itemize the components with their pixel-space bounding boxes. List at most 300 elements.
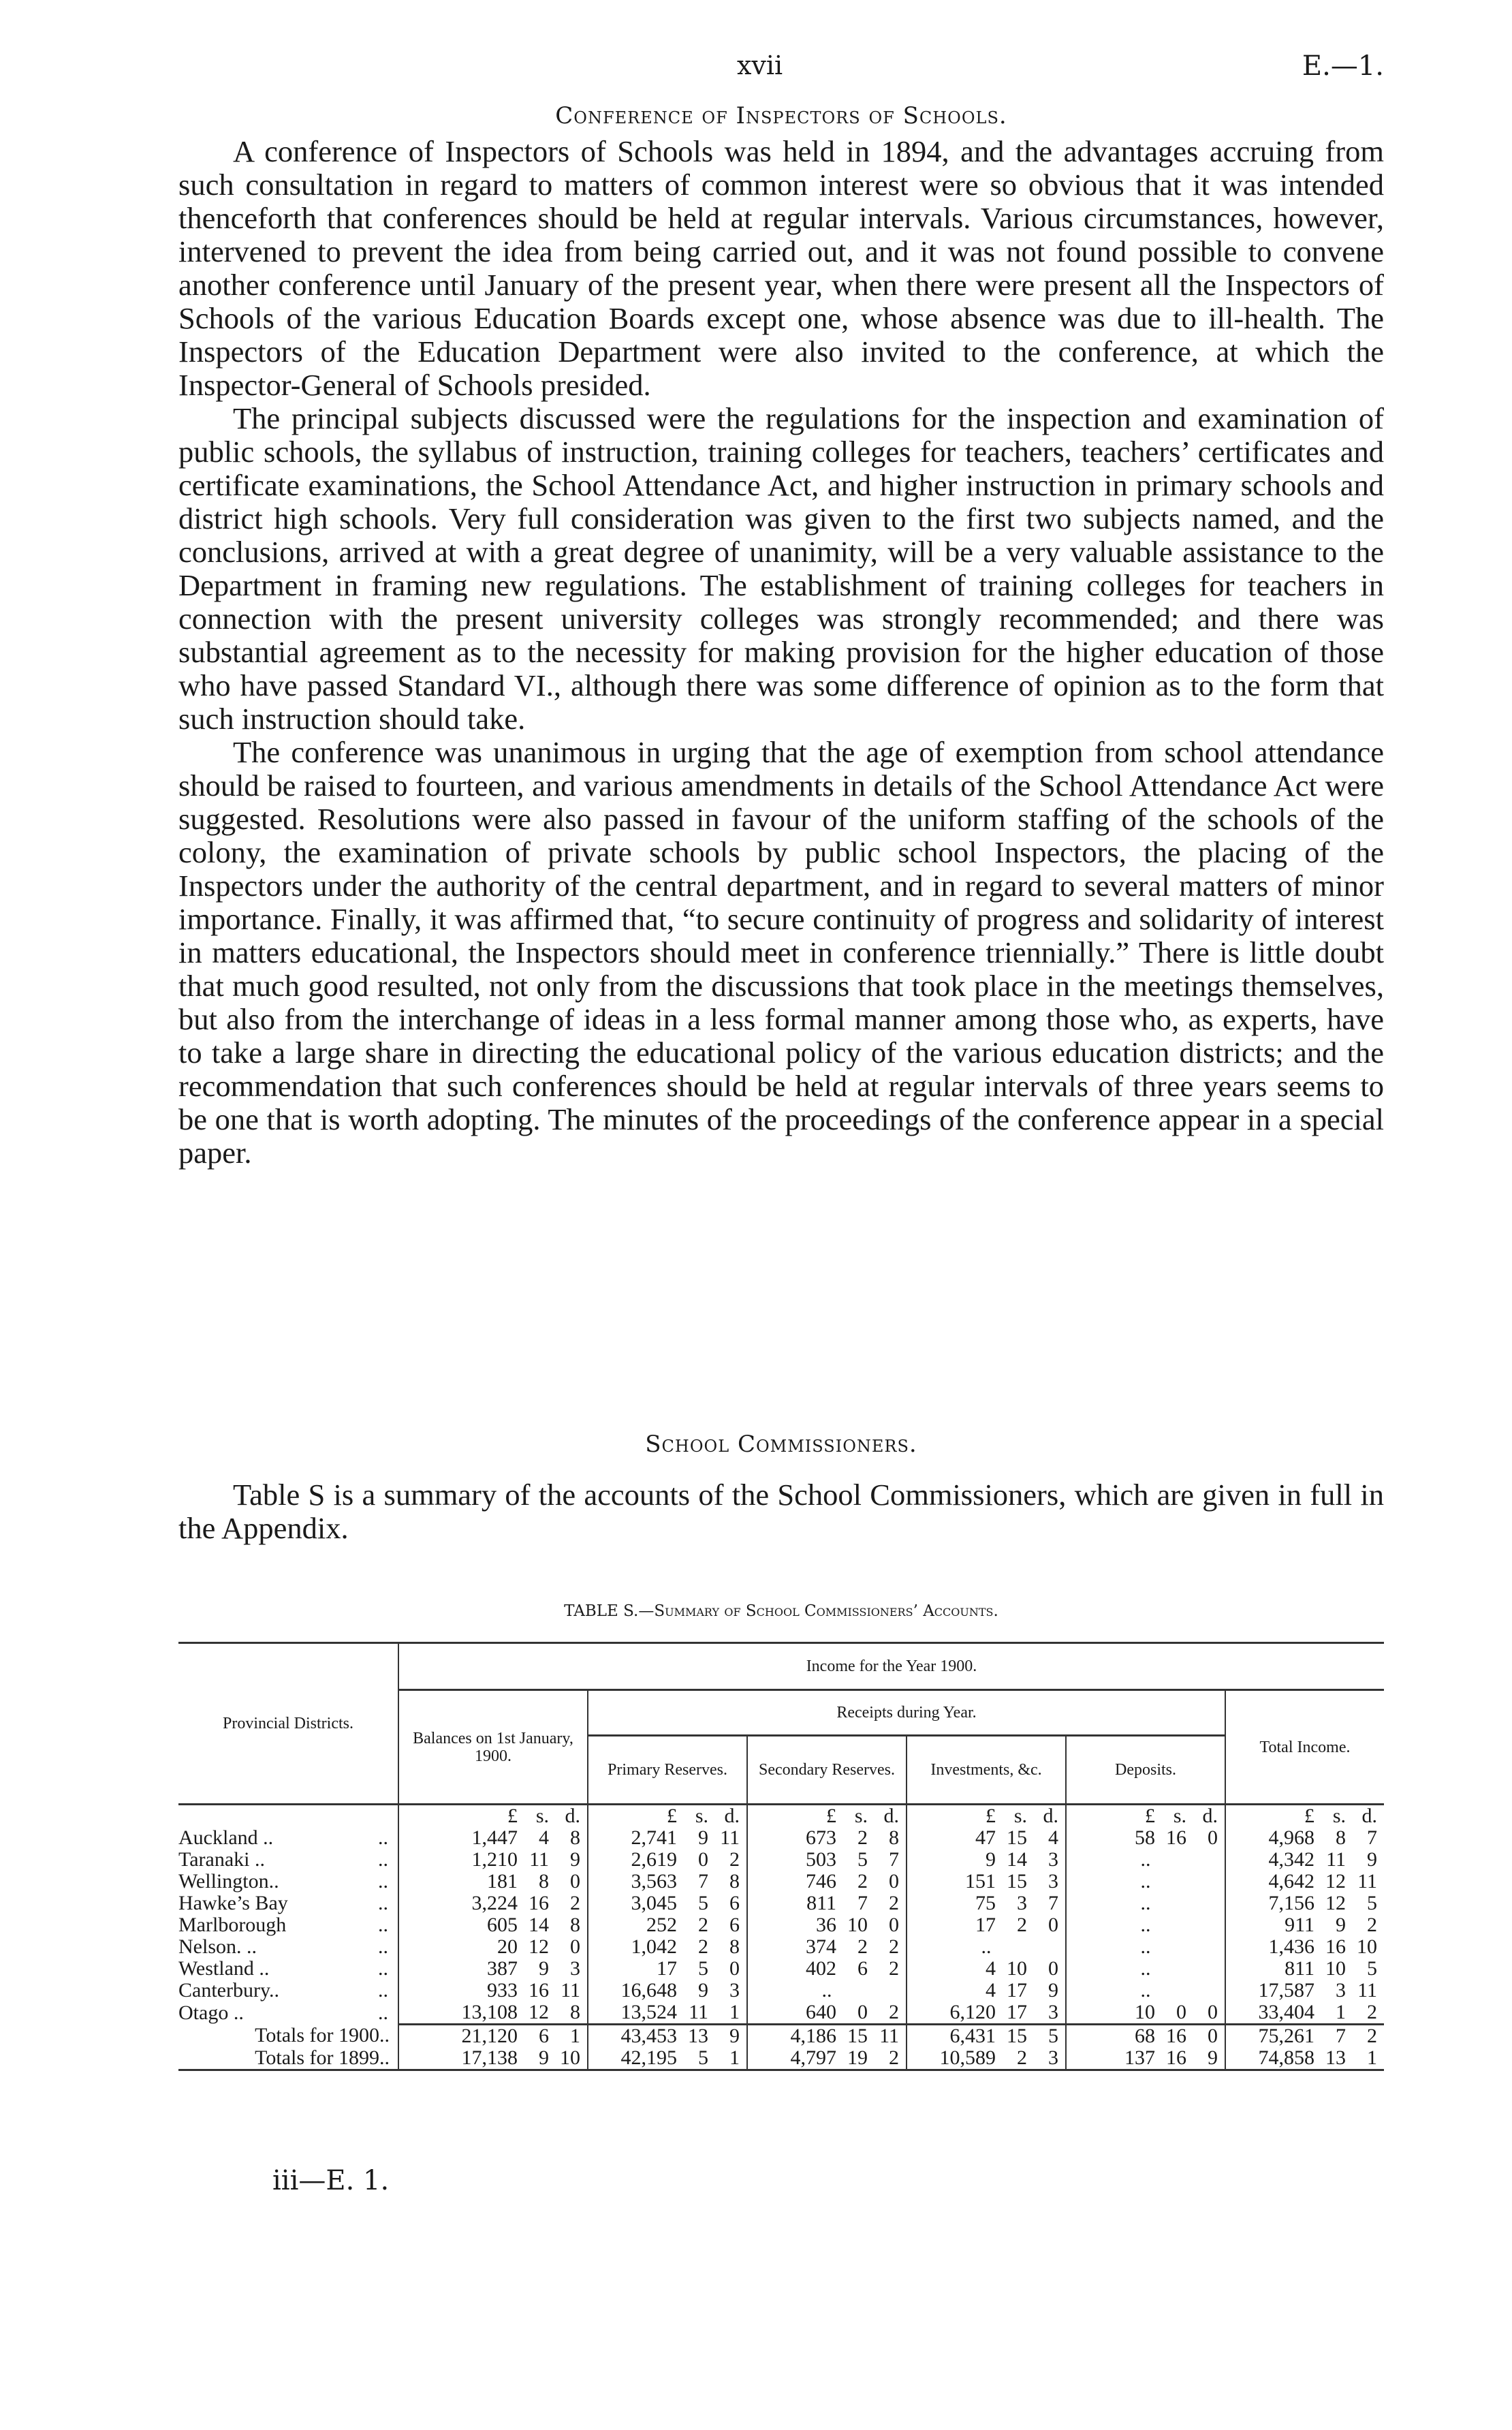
amount-pounds: 16,648 [620,1979,677,2001]
cell-primary [588,1914,747,1936]
cell-secondary [747,1827,907,1849]
amount-pence: 0 [889,1914,899,1936]
amount-pounds: 4,342 [1268,1848,1314,1871]
amount-pounds: 17,587 [1258,1979,1314,2001]
leader-dots: .. [378,1848,388,1871]
amount-pounds: 387 [487,1957,518,1980]
amount-shillings: s. [535,1805,549,1827]
cell-investments [907,1871,1066,1892]
cell-balances [398,1958,588,1980]
amount-pounds: 2,619 [631,1848,677,1871]
cell-deposits [1066,1805,1225,1828]
amount-pence: 0 [1048,1957,1058,1980]
header-investments: Investments, &c. [907,1736,1066,1805]
amount-pence: 0 [889,1870,899,1892]
amount-shillings: 2 [1017,1914,1027,1936]
amount-pounds: 4 [986,1979,996,2001]
cell-investments [907,2001,1066,2025]
paragraph: The principal subjects discussed were the regulations for the inspection and examination of public schools, the syllabus of instruction, training colleges for teachers, teachers’ certificates and certificate examinations, the School Attendance Act, and higher instruction in primary schools and district high schools. Very full consideration was given to the first two subjects named, and the conclusions, arrived at with a great degree of unanimity, will be a very valuable assistance to the Department in framing new regulations. The establishment of training colleges for teachers in connection with the present university colleges was strongly recommended; and there was substantial agreement as to the necessity for making provision for the higher education of those who have passed Standard VI., although there was some difference of opinion as to the form that such instruction should take. [178,401,1384,736]
table-title-text: Summary of School Commissioners’ Accounts. [654,1602,998,1620]
amount-shillings: 6 [857,1957,868,1980]
cell-primary [588,1980,747,2001]
header-total: Total Income. [1225,1690,1384,1805]
amount-pence: 1 [570,2025,580,2047]
amount-pence: 3 [570,1957,580,1980]
amount-pounds: 3,224 [471,1892,518,1914]
cell-balances [398,2047,588,2070]
amount-pounds: 137 [1124,2046,1155,2069]
cell-primary [588,1892,747,1914]
district-name: Nelson. .. [178,1935,257,1958]
cell-secondary [747,1805,907,1828]
amount-pence: d. [565,1805,580,1827]
amount-pence: 0 [1208,2001,1218,2023]
totals-row [178,2025,1384,2048]
amount-shillings: 5 [698,1957,708,1980]
amount-shillings: 11 [1326,1848,1346,1871]
amount-pounds: 43,453 [620,2025,677,2047]
nil-marker: .. [1140,1848,1151,1871]
amount-shillings: 9 [539,1957,549,1980]
amount-pence: 4 [1048,1826,1058,1849]
units-row [178,1805,1384,1828]
amount-pence: 0 [1208,1826,1218,1849]
nil-marker: .. [981,1935,992,1958]
amount-pounds: 605 [487,1914,518,1936]
amount-pence: 9 [729,2025,740,2047]
amount-shillings: 7 [857,1892,868,1914]
amount-pence: d. [1043,1805,1058,1827]
amount-shillings: 12 [529,2001,549,2023]
amount-pounds: 4,797 [790,2046,836,2069]
commissioners-body [178,1478,1384,1545]
nil-marker: .. [1140,1935,1151,1958]
cell-total [1225,1958,1384,1980]
amount-shillings: 10 [847,1914,868,1936]
table-row [178,2001,1384,2025]
leader-dots: .. [378,2001,388,2024]
leader-dots: .. [378,1826,388,1849]
cell-balances [398,1914,588,1936]
amount-shillings: 16 [1325,1935,1346,1958]
cell-balances [398,1936,588,1958]
table-row [178,1827,1384,1849]
amount-pence: 5 [1367,1892,1377,1914]
amount-pounds: 4,186 [790,2025,836,2047]
table-row [178,1871,1384,1892]
amount-shillings: 16 [529,1979,549,2001]
amount-pounds: 17 [657,1957,677,1980]
amount-pounds: £ [826,1805,836,1827]
amount-shillings: 16 [1166,2025,1186,2047]
cell-total [1225,1980,1384,2001]
cell-deposits [1066,1980,1225,2001]
amount-pounds: 4,968 [1268,1826,1314,1849]
amount-pence: d. [724,1805,740,1827]
amount-shillings: 13 [688,2025,708,2047]
page-folio: xvii [737,50,783,80]
amount-pounds: 47 [975,1826,996,1849]
amount-shillings: 5 [698,2046,708,2069]
cell-investments [907,1849,1066,1871]
amount-pence: 7 [1367,1826,1377,1849]
amount-shillings: 1 [1336,2001,1346,2023]
cell-deposits [1066,1849,1225,1871]
amount-shillings: 14 [529,1914,549,1936]
amount-shillings: 17 [1007,1979,1027,2001]
amount-pounds: 6,120 [949,2001,996,2023]
amount-pence: 3 [1048,2001,1058,2023]
amount-shillings: 11 [529,1848,549,1871]
cell-investments [907,2047,1066,2070]
table-title [178,1602,1384,1620]
header-secondary: Secondary Reserves. [747,1736,907,1805]
cell-balances [398,1892,588,1914]
totals-label: Totals for 1899.. [178,2047,398,2070]
amount-pence: 8 [729,1935,740,1958]
district-name: Marlborough [178,1914,287,1936]
amount-pounds: 2,741 [631,1826,677,1849]
header-receipts-group: Receipts during Year. [588,1690,1225,1736]
cell-balances [398,1827,588,1849]
amount-pounds: 1,436 [1268,1935,1314,1958]
amount-shillings: 9 [698,1979,708,2001]
amount-pounds: 6,431 [949,2025,996,2047]
amount-pence: 11 [1357,1870,1377,1892]
table-row [178,1914,1384,1936]
cell-total [1225,1936,1384,1958]
district-name: Westland .. [178,1957,270,1980]
cell-secondary [747,2025,907,2048]
cell-primary [588,2001,747,2025]
amount-pounds: 21,120 [461,2025,518,2047]
cell-deposits [1066,1914,1225,1936]
paragraph: A conference of Inspectors of Schools was held in 1894, and the advantages accruing from such consultation in regard to matters of common interest were so obvious that it was intended thenceforth that conferences should be held at regular intervals. Various circumstances, however, intervened to prevent the idea from being carried out, and it was not found possible to convene another conference until January of the present year, when there were present all the Inspectors of Schools of the various Education Boards except one, whose absence was due to ill-health. The Inspectors of the Education Department were also invited to the conference, at which the Inspector-General of Schools presided. [178,134,1384,402]
amount-shillings: 15 [1007,1826,1027,1849]
amount-pence: 9 [1367,1848,1377,1871]
cell-balances [398,1805,588,1828]
amount-pounds: 75,261 [1258,2025,1314,2047]
amount-shillings: 2 [857,1870,868,1892]
cell-balances [398,1871,588,1892]
cell-secondary [747,1892,907,1914]
cell-district [178,1871,398,1892]
amount-pounds: 20 [497,1935,518,1958]
amount-pence: 0 [1208,2025,1218,2047]
district-name: Otago .. [178,2001,244,2024]
cell-primary [588,1958,747,1980]
cell-secondary [747,1871,907,1892]
amount-shillings: 15 [1007,1870,1027,1892]
cell-primary [588,1871,747,1892]
table-row [178,1936,1384,1958]
amount-pounds: 1,210 [471,1848,518,1871]
cell-investments [907,1914,1066,1936]
amount-pounds: 10 [1135,2001,1155,2023]
amount-pence: 2 [889,2001,899,2023]
amount-pounds: 374 [806,1935,836,1958]
amount-pence: 2 [1367,2001,1377,2023]
cell-district [178,1827,398,1849]
table-row [178,1958,1384,1980]
amount-shillings: 9 [539,2046,549,2069]
amount-shillings: 10 [1325,1957,1346,1980]
table-row [178,1980,1384,2001]
amount-pounds: 58 [1135,1826,1155,1849]
amount-pence: 3 [729,1979,740,2001]
amount-pence: 7 [889,1848,899,1871]
amount-shillings: 15 [847,2025,868,2047]
amount-pounds: 4 [986,1957,996,1980]
cell-investments [907,2025,1066,2048]
amount-pence: 0 [729,1957,740,1980]
amount-pence: 2 [1367,1914,1377,1936]
amount-pence: 2 [889,1935,899,1958]
amount-pence: d. [1361,1805,1377,1827]
amount-shillings: 7 [1336,2025,1346,2047]
amount-pounds: 811 [1285,1957,1314,1980]
amount-shillings: 8 [1336,1826,1346,1849]
amount-pounds: 181 [487,1870,518,1892]
leader-dots: .. [378,1935,388,1958]
amount-shillings: s. [1173,1805,1186,1827]
cell-deposits [1066,1892,1225,1914]
cell-total [1225,1892,1384,1914]
header-district: Provincial Districts. [223,1715,353,1732]
amount-shillings: 2 [698,1914,708,1936]
amount-pounds: 252 [646,1914,677,1936]
header-balances: Balances on 1st January, 1900. [398,1690,588,1805]
cell-secondary [747,1958,907,1980]
cell-total [1225,2001,1384,2025]
cell-total [1225,2025,1384,2048]
amount-shillings: 2 [1017,2046,1027,2069]
amount-pounds: 7,156 [1268,1892,1314,1914]
amount-pence: 2 [570,1892,580,1914]
cell-deposits [1066,2025,1225,2048]
amount-pence: 1 [1367,2046,1377,2069]
cell-investments [907,1958,1066,1980]
district-name: Hawke’s Bay [178,1892,288,1914]
cell-total [1225,1805,1384,1828]
cell-secondary [747,2001,907,2025]
amount-shillings: 8 [539,1870,549,1892]
amount-pounds: 36 [816,1914,836,1936]
amount-pounds: 13,108 [461,2001,518,2023]
amount-pence: 11 [1357,1979,1377,2001]
cell-total [1225,1827,1384,1849]
totals-label: Totals for 1900.. [255,2024,390,2047]
nil-marker: .. [1140,1979,1151,2001]
cell-district [178,1849,398,1871]
footer-signature: iii—E. 1. [272,2165,390,2196]
amount-pounds: £ [1145,1805,1155,1827]
table-row [178,1849,1384,1871]
amount-pence: d. [883,1805,899,1827]
nil-marker: .. [1140,1892,1151,1914]
amount-pence: 0 [570,1870,580,1892]
amount-pence: 8 [570,1826,580,1849]
amount-pence: 11 [561,1979,580,2001]
cell-district [178,1958,398,1980]
totals-row [178,2047,1384,2070]
amount-pence: 0 [1048,1914,1058,1936]
amount-pence: 7 [1048,1892,1058,1914]
amount-pounds: 9 [986,1848,996,1871]
cell-total [1225,2047,1384,2070]
amount-pounds: 811 [806,1892,836,1914]
cell-total [1225,1871,1384,1892]
cell-primary [588,1827,747,1849]
amount-pounds: 17,138 [461,2046,518,2069]
cell-balances [398,1849,588,1871]
amount-pence: 1 [729,2001,740,2023]
amount-pence: 5 [1367,1957,1377,1980]
amount-pounds: 402 [806,1957,836,1980]
amount-pence: 0 [570,1935,580,1958]
cell-primary [588,2025,747,2048]
amount-shillings: 10 [1007,1957,1027,1980]
amount-shillings: 7 [698,1870,708,1892]
amount-pence: 10 [1357,1935,1377,1958]
paragraph: Table S is a summary of the accounts of the School Commissioners, which are given in full in the Appendix. [178,1478,1384,1545]
table-body [178,1805,1384,2070]
amount-pounds: 503 [806,1848,836,1871]
amount-shillings: 6 [539,2025,549,2047]
amount-pounds: 13,524 [620,2001,677,2023]
amount-pounds: 4,642 [1268,1870,1314,1892]
amount-pence: 2 [1367,2025,1377,2047]
amount-shillings: 14 [1007,1848,1027,1871]
amount-shillings: 12 [1325,1870,1346,1892]
table-row [178,1892,1384,1914]
nil-marker: .. [1140,1914,1151,1936]
cell-deposits [1066,2001,1225,2025]
paragraph: The conference was unanimous in urging that the age of exemption from school attendance should be raised to fourteen, and various amendments in details of the School Attendance Act were suggested. Resolutions were also passed in favour of the uniform staffing of the schools of the colony, the examination of private schools by public school Inspectors, the placing of the Inspectors under the authority of the central department, and in regard to several matters of minor importance. Finally, it was affirmed that, “to secure continuity of progress and solidarity of interest in matters educational, the Inspectors should meet in conference triennially.” There is little doubt that much good resulted, not only from the discussions that took place in the meetings themselves, but also from the interchange of ideas in a less formal manner among those who, as experts, have to take a large share in directing the educational policy of the various education districts; and the recommendation that such conferences should be held at regular intervals of three years seems to be one that is worth adopting. The minutes of the proceedings of the conference appear in a special paper. [178,735,1384,1170]
amount-pence: 11 [720,1826,740,1849]
amount-pence: 6 [729,1914,740,1936]
conference-body [178,135,1384,1170]
amount-pence: 2 [729,1848,740,1871]
amount-shillings: 0 [857,2001,868,2023]
cell-secondary [747,1980,907,2001]
amount-shillings: 4 [539,1826,549,1849]
amount-shillings: 16 [1166,1826,1186,1849]
amount-pounds: 911 [1285,1914,1314,1936]
amount-shillings: 15 [1007,2025,1027,2047]
leader-dots: .. [378,1914,388,1936]
amount-pounds: £ [1304,1805,1314,1827]
header-income-group: Income for the Year 1900. [398,1643,1384,1690]
cell-deposits [1066,1936,1225,1958]
amount-pence: d. [1202,1805,1218,1827]
amount-pence: 2 [889,1892,899,1914]
cell-secondary [747,1914,907,1936]
cell-district [178,1980,398,2001]
amount-pence: 8 [729,1870,740,1892]
amount-pounds: £ [986,1805,996,1827]
amount-pence: 5 [1048,2025,1058,2047]
amount-pounds: 1,042 [631,1935,677,1958]
amount-shillings: 9 [698,1826,708,1849]
cell-district [178,2001,398,2025]
amount-pounds: 640 [806,2001,836,2023]
amount-pounds: 3,563 [631,1870,677,1892]
cell-balances [398,2025,588,2048]
cell-secondary [747,2047,907,2070]
amount-pence: 8 [570,1914,580,1936]
amount-shillings: 3 [1336,1979,1346,2001]
cell-total [1225,1849,1384,1871]
district-name: Auckland .. [178,1826,274,1849]
cell-primary [588,1805,747,1828]
amount-shillings: 9 [1336,1914,1346,1936]
amount-pounds: 1,447 [471,1826,518,1849]
district-name: Wellington.. [178,1870,279,1892]
leader-dots: .. [378,1892,388,1914]
cell-district [178,1892,398,1914]
cell-deposits [1066,1871,1225,1892]
amount-shillings: 2 [857,1935,868,1958]
cell-deposits [1066,1958,1225,1980]
section-heading-commissioners: School Commissioners. [645,1431,917,1458]
cell-primary [588,1936,747,1958]
amount-pence: 6 [729,1892,740,1914]
cell-district [178,1914,398,1936]
amount-pounds: 151 [965,1870,996,1892]
amount-shillings: 13 [1325,2046,1346,2069]
cell-balances [398,2001,588,2025]
cell-investments [907,1805,1066,1828]
amount-shillings: 0 [1176,2001,1186,2023]
amount-pence: 1 [729,2046,740,2069]
amount-pounds: 17 [975,1914,996,1936]
cell-balances [398,1980,588,2001]
amount-shillings: s. [1332,1805,1346,1827]
cell-primary [588,2047,747,2070]
amount-pence: 8 [570,2001,580,2023]
amount-pence: 3 [1048,2046,1058,2069]
leader-dots: .. [378,1870,388,1892]
amount-shillings: 5 [698,1892,708,1914]
nil-marker: .. [821,1979,832,2001]
amount-shillings: 19 [847,2046,868,2069]
amount-pounds: 33,404 [1258,2001,1314,2023]
table-title-prefix: TABLE S.— [564,1602,655,1620]
amount-pence: 3 [1048,1870,1058,1892]
nil-marker: .. [1140,1870,1151,1892]
amount-pounds: 74,858 [1258,2046,1314,2069]
amount-pence: 3 [1048,1848,1058,1871]
amount-shillings: s. [854,1805,868,1827]
amount-shillings: 11 [689,2001,708,2023]
amount-shillings: 2 [857,1826,868,1849]
cell-deposits [1066,2047,1225,2070]
amount-shillings: 5 [857,1848,868,1871]
amount-shillings: 2 [698,1935,708,1958]
amount-pounds: 673 [806,1826,836,1849]
amount-shillings: 12 [529,1935,549,1958]
amount-shillings: 3 [1017,1892,1027,1914]
amount-pence: 2 [889,1957,899,1980]
amount-pounds: 746 [806,1870,836,1892]
amount-shillings: 12 [1325,1892,1346,1914]
cell-investments [907,1980,1066,2001]
cell-investments [907,1827,1066,1849]
amount-pounds: £ [667,1805,677,1827]
amount-shillings: s. [1013,1805,1027,1827]
amount-pence: 2 [889,2046,899,2069]
